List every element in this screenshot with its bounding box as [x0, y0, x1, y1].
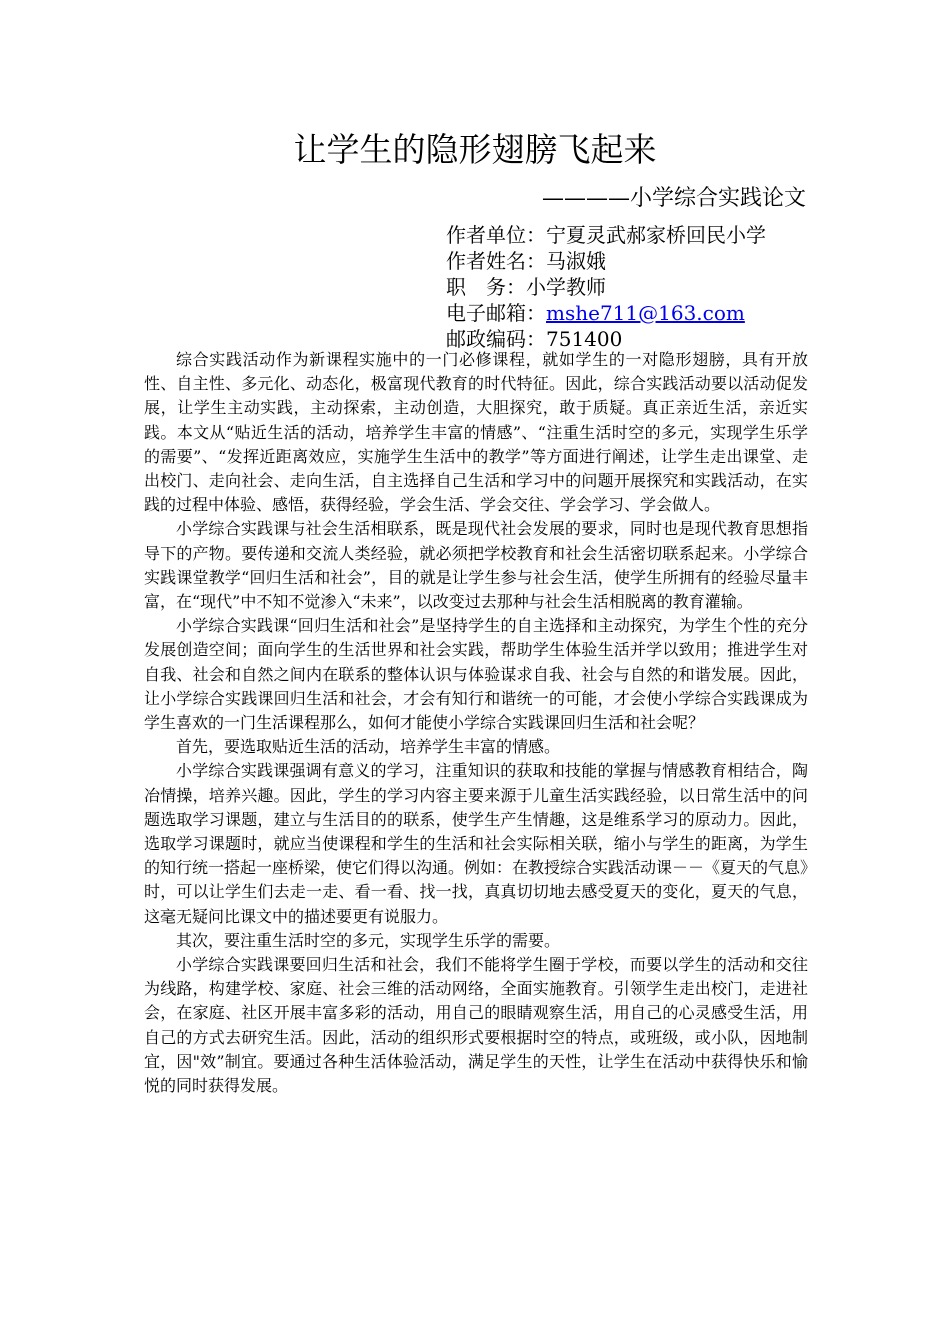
- document-title: 让学生的隐形翅膀飞起来: [293, 130, 657, 169]
- document-subtitle: ————小学综合实践论文: [541, 186, 806, 211]
- author-email-line: [446, 300, 766, 326]
- body-paragraph: 小学综合实践课强调有意义的学习，注重知识的获取和技能的掌握与情感教育相结合，陶冶情操，培养兴趣。因此，学生的学习内容主要来源于儿童生活实践经验，以日常生活中的问题选取学习课题，建立与生活目的的联系，使学生产生情趣，这是维系学习的原动力。因此，选取学习课题时，就应当使课程和学生的生活和社会实际相关联，缩小与学生的距离，为学生的知行统一搭起一座桥梁，使它们得以沟通。例如：在教授综合实践活动课－－《夏天的气息》时，可以让学生们去走一走、看一看、找一找，真真切切地去感受夏天的变化，夏天的气息，这毫无疑问比课文中的描述要更有说服力。: [144, 761, 809, 926]
- author-name-label: 作者姓名：: [446, 249, 546, 273]
- author-email-label: 电子邮箱：: [446, 301, 546, 325]
- author-postcode: 751400: [546, 327, 623, 351]
- author-position-label: 职 务：: [446, 275, 526, 299]
- body-paragraph: 小学综合实践课要回归生活和社会，我们不能将学生圈于学校，而要以学生的活动和交往为线路，构建学校、家庭、社会三维的活动网络，全面实施教育。引领学生走出校门，走进社会，在家庭、社区开展丰富多彩的活动，用自己的眼睛观察生活，用自己的心灵感受生活，用自己的方式去研究生活。因此，活动的组织形式要根据时空的特点，或班级，或小队，因地制宜，因"效”制宜。要通过各种生活体验活动，满足学生的天性，让学生在活动中获得快乐和愉悦的同时获得发展。: [144, 955, 808, 1096]
- author-name-line: [446, 248, 766, 274]
- author-name: 马淑娥: [546, 249, 606, 273]
- section-heading-paragraph: 其次，要注重生活时空的多元，实现学生乐学的需要。: [176, 930, 561, 950]
- author-postcode-label: 邮政编码：: [446, 327, 546, 351]
- author-info: [446, 222, 766, 352]
- body-paragraph: 小学综合实践课与社会生活相联系，既是现代社会发展的要求，同时也是现代教育思想指导下的产物。要传递和交流人类经验，就必须把学校教育和社会生活密切联系起来。小学综合实践课堂教学“回归生活和社会”，目的就是让学生参与社会生活，使学生所拥有的经验尽量丰富，在“现代”中不知不觉渗入“未来”，以改变过去那种与社会生活相脱离的教育灌输。: [144, 519, 808, 612]
- author-unit: 宁夏灵武郝家桥回民小学: [546, 223, 766, 247]
- author-unit-line: [446, 222, 766, 248]
- author-position: 小学教师: [526, 275, 606, 299]
- body-paragraph: 综合实践活动作为新课程实施中的一门必修课程，就如学生的一对隐形翅膀，具有开放性、自主性、多元化、动态化，极富现代教育的时代特征。因此，综合实践活动要以活动促发展，让学生主动实践，主动探索，主动创造，大胆探究，敢于质疑。真正亲近生活，亲近实践。本文从“贴近生活的活动，培养学生丰富的情感”、“注重生活时空的多元，实现学生乐学的需要”、“发挥近距离效应，实施学生生活中的教学”等方面进行阐述，让学生走出课堂、走出校门、走向社会、走向生活，自主选择自己生活和学习中的问题开展探究和实践活动，在实践的过程中体验、感悟，获得经验，学会生活、学会交往、学会学习、学会做人。: [144, 350, 808, 515]
- author-position-line: [446, 274, 766, 300]
- body-paragraph: 小学综合实践课“回归生活和社会”是坚持学生的自主选择和主动探究，为学生个性的充分发展创造空间；面向学生的生活世界和社会实践，帮助学生体验生活并学以致用；推进学生对自我、社会和自然之间内在联系的整体认识与体验谋求自我、社会与自然的和谐发展。因此，让小学综合实践课回归生活和社会，才会有知行和谐统一的可能，才会使小学综合实践课成为学生喜欢的一门生活课程那么，如何才能使小学综合实践课回归生活和社会呢？: [144, 616, 808, 733]
- author-unit-label: 作者单位：: [446, 223, 546, 247]
- author-email-link[interactable]: mshe711@163.com: [546, 301, 745, 325]
- section-heading-paragraph: 首先，要选取贴近生活的活动，培养学生丰富的情感。: [176, 737, 561, 757]
- document-body: [144, 348, 808, 1098]
